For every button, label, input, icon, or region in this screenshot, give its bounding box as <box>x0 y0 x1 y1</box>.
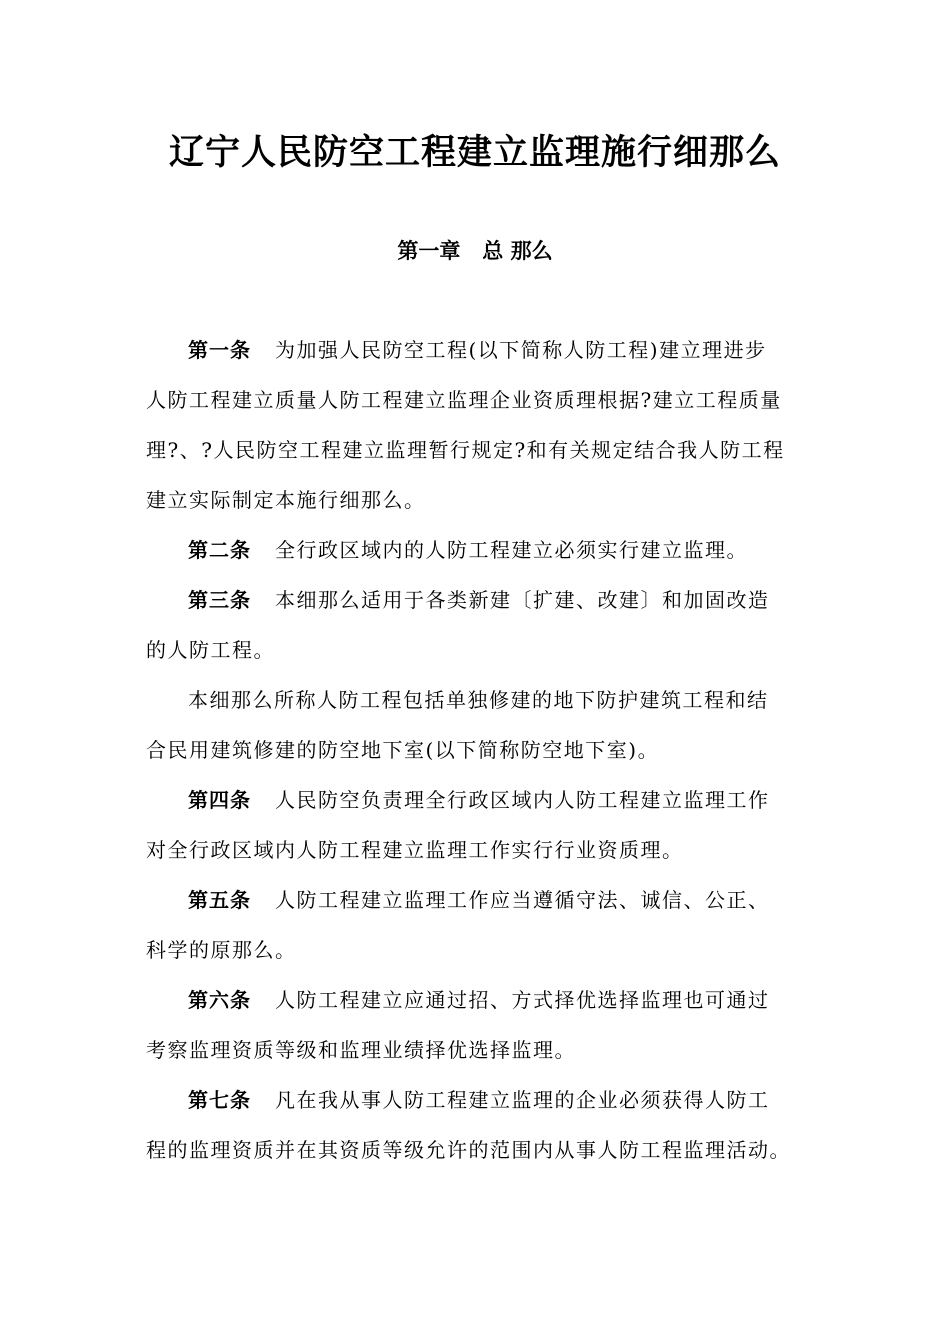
article-label: 第一条 <box>188 338 251 362</box>
article-label: 第六条 <box>188 988 251 1012</box>
article-6-line-1 <box>188 985 770 1015</box>
article-1-line-3: 理?、?人民防空工程建立监理暂行规定?和有关规定结合我人防工程 <box>146 438 785 462</box>
paragraph-line-1: 本细那么所称人防工程包括单独修建的地下防护建筑工程和结 <box>188 688 769 712</box>
article-text: 人防工程建立监理工作应当遵循守法、诚信、公正、 <box>275 888 770 912</box>
article-label: 第三条 <box>188 588 251 612</box>
article-3-line-1 <box>188 585 770 615</box>
article-text: 全行政区域内的人防工程建立必须实行建立监理。 <box>275 538 748 562</box>
article-6-line-2: 考察监理资质等级和监理业绩择优选择监理。 <box>146 1038 576 1062</box>
article-label: 第二条 <box>188 538 251 562</box>
article-5-line-1 <box>188 885 770 915</box>
article-text: 人防工程建立应通过招、方式择优选择监理也可通过 <box>275 988 770 1012</box>
article-5-line-2: 科学的原那么。 <box>146 938 297 962</box>
article-1-line-4: 建立实际制定本施行细那么。 <box>146 488 426 512</box>
article-7-line-2: 程的监理资质并在其资质等级允许的范围内从事人防工程监理活动。 <box>146 1138 791 1162</box>
article-4-line-2: 对全行政区域内人防工程建立监理工作实行行业资质理。 <box>146 838 684 862</box>
article-text: 为加强人民防空工程(以下简称人防工程)建立理进步 <box>275 338 767 362</box>
article-text: 本细那么适用于各类新建〔扩建、改建〕和加固改造 <box>275 588 770 612</box>
article-label: 第四条 <box>188 788 251 812</box>
paragraph-line-2: 合民用建筑修建的防空地下室(以下简称防空地下室)。 <box>146 738 660 762</box>
article-1-line-1 <box>188 335 767 365</box>
article-7-line-1 <box>188 1085 770 1115</box>
article-label: 第七条 <box>188 1088 251 1112</box>
article-1-line-2: 人防工程建立质量人防工程建立监理企业资质理根据?建立工程质量 <box>146 388 782 412</box>
article-text: 凡在我从事人防工程建立监理的企业必须获得人防工 <box>275 1088 770 1112</box>
article-4-line-1 <box>188 785 770 815</box>
article-text: 人民防空负责理全行政区域内人防工程建立监理工作 <box>275 788 770 812</box>
document-title: 辽宁人民防空工程建立监理施行细那么 <box>168 133 781 173</box>
article-label: 第五条 <box>188 888 251 912</box>
chapter-heading: 第一章 总 那么 <box>397 239 553 263</box>
article-3-line-2: 的人防工程。 <box>146 638 275 662</box>
article-2-line-1 <box>188 535 748 565</box>
